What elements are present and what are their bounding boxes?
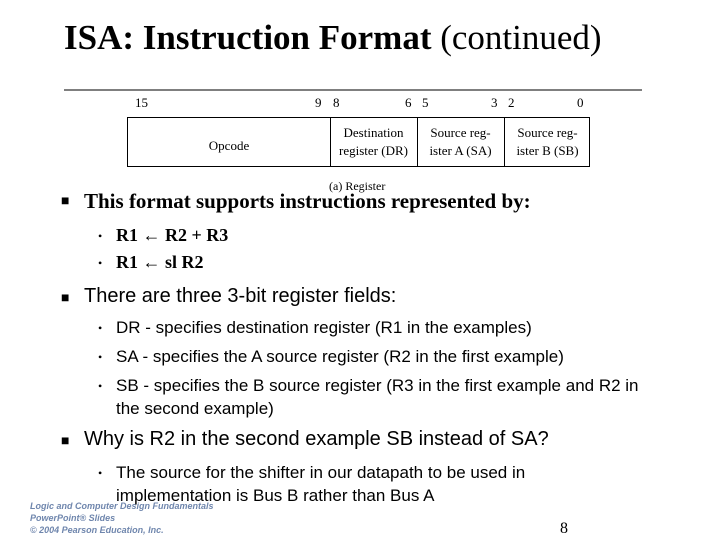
- bullet-2-sub-2: SA - specifies the A source register (R2 in the first example): [116, 347, 564, 366]
- field-sb: [504, 118, 591, 166]
- field-dr-line1: Destination: [343, 125, 404, 140]
- bit-label: 2: [508, 95, 515, 110]
- format-box: [127, 117, 590, 167]
- publisher-logo: [30, 500, 214, 536]
- title-divider: [64, 89, 642, 91]
- field-dr: [330, 118, 417, 166]
- bullet-2-sub-3: SB - specifies the B source register (R3 in the first example and R2 in the second example): [116, 376, 639, 418]
- field-sa: [417, 118, 504, 166]
- square-bullet-icon: ■: [61, 434, 70, 449]
- bit-label: 0: [577, 95, 584, 110]
- field-sa-line1: Source reg-: [430, 125, 491, 140]
- figure-caption: (a) Register: [329, 179, 386, 193]
- dot-bullet-icon: •: [98, 321, 103, 335]
- bullet-2-sub-1: DR - specifies destination register (R1 in the examples): [116, 318, 532, 337]
- field-opcode-label: Opcode: [208, 138, 250, 153]
- field-dr-line2: register (DR): [339, 143, 408, 158]
- bit-label: 15: [135, 95, 148, 110]
- bit-label: 9: [315, 95, 322, 110]
- square-bullet-icon: ■: [61, 291, 70, 306]
- square-bullet-icon: ■: [61, 194, 70, 209]
- dot-bullet-icon: •: [98, 379, 103, 393]
- bullet-1-text: This format supports instructions represented by:: [84, 189, 531, 213]
- field-sb-line1: Source reg-: [517, 125, 578, 140]
- field-sa-line2: ister A (SA): [429, 143, 492, 158]
- slide-title-suffix: (continued): [440, 18, 602, 57]
- slide-title-main: ISA: Instruction Format: [64, 18, 432, 57]
- bit-label: 3: [491, 95, 498, 110]
- dot-bullet-icon: •: [98, 350, 103, 364]
- dot-bullet-icon: •: [98, 466, 103, 480]
- logo-line: Logic and Computer Design Fundamentals: [30, 501, 214, 511]
- logo-line: PowerPoint® Slides: [30, 513, 116, 523]
- bit-label: 5: [422, 95, 429, 110]
- field-opcode: [128, 118, 330, 170]
- page-number: 8: [560, 520, 568, 537]
- bit-label: 6: [405, 95, 412, 110]
- field-sb-line2: ister B (SB): [516, 143, 579, 158]
- logo-line: © 2004 Pearson Education, Inc.: [30, 525, 164, 535]
- bullet-3-sub-1: The source for the shifter in our datapath to be used in implementation is Bus B rather than Bus A: [116, 463, 526, 505]
- dot-bullet-icon: •: [98, 256, 103, 270]
- dot-bullet-icon: •: [98, 229, 103, 243]
- bit-label: 8: [333, 95, 340, 110]
- slide-title: [64, 18, 602, 58]
- bullet-1-sub-1: R1 ← R2 + R3: [116, 225, 229, 245]
- bullet-1-sub-2: R1 ← sl R2: [116, 252, 204, 272]
- bullet-3-text: Why is R2 in the second example SB instead of SA?: [84, 428, 549, 450]
- bullet-2-text: There are three 3-bit register fields:: [84, 285, 397, 307]
